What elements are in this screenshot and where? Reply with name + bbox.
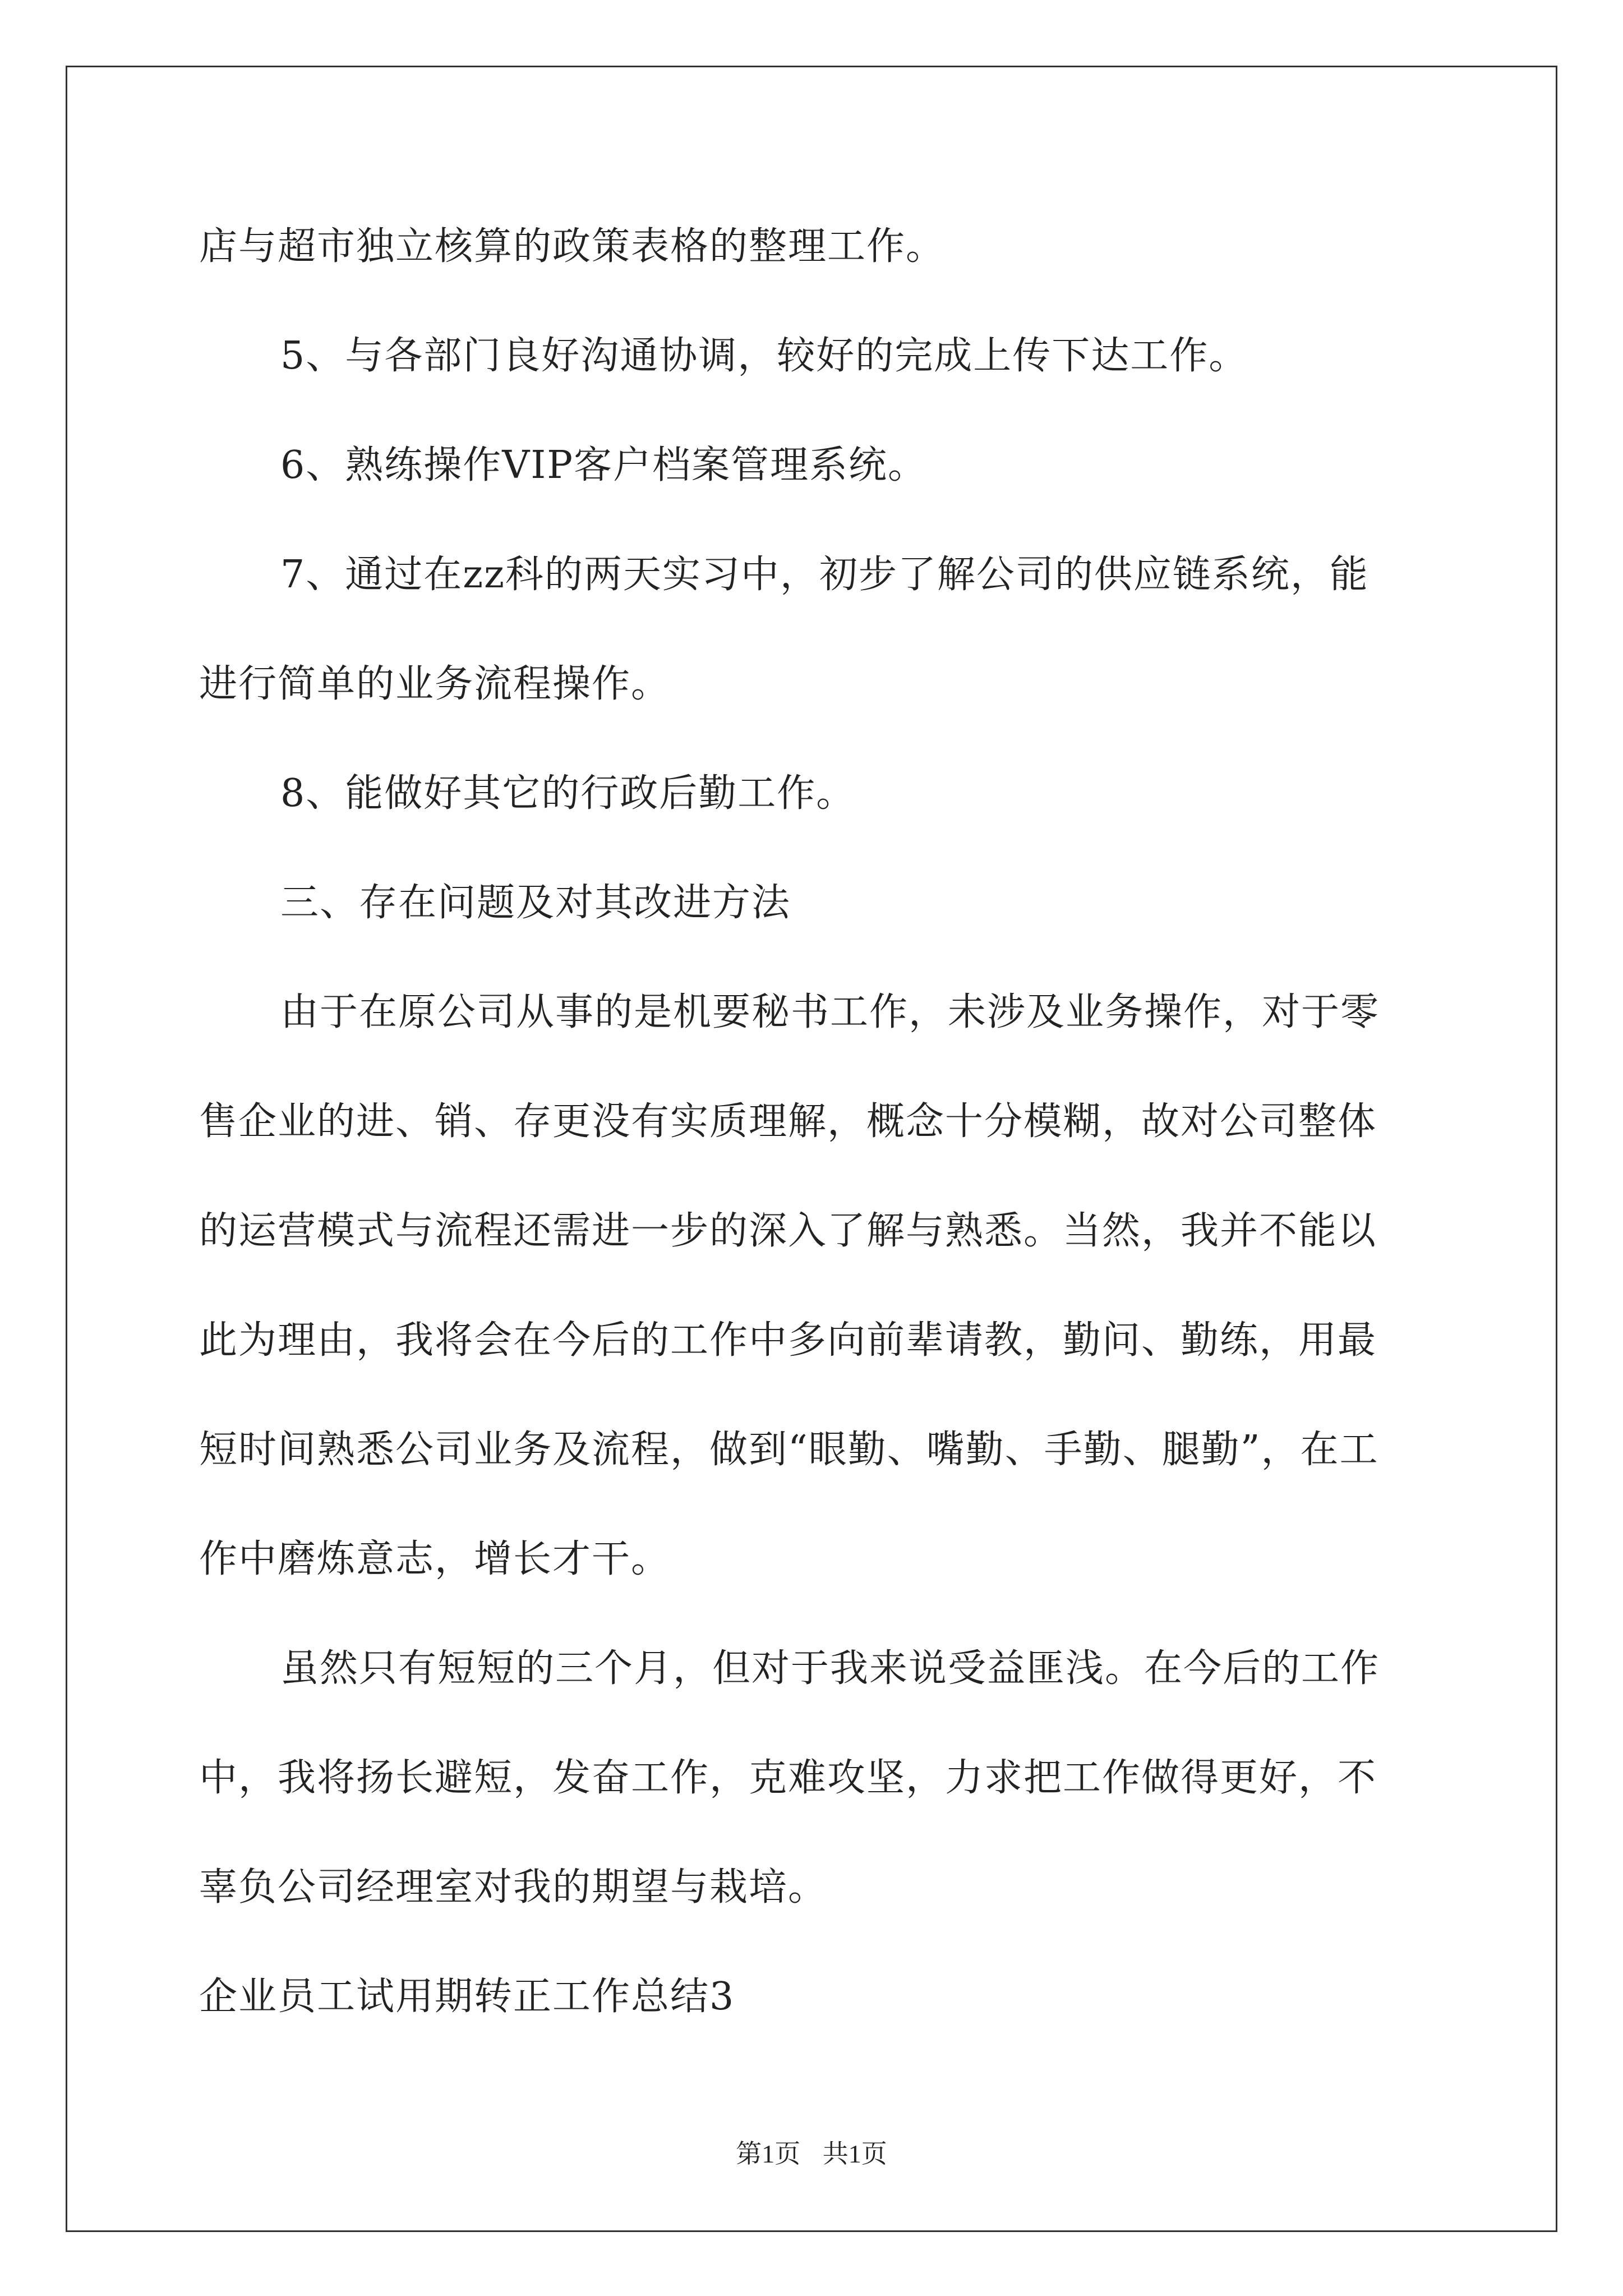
text-line: 虽然只有短短的三个月，但对于我来说受益匪浅。在今后的工作 bbox=[280, 1646, 1380, 1691]
text-line: 的运营模式与流程还需进一步的深入了解与熟悉。当然，我并不能以 bbox=[199, 1209, 1377, 1253]
text-line: 此为理由，我将会在今后的工作中多向前辈请教，勤问、勤练，用最 bbox=[199, 1318, 1377, 1363]
document-title: 企业员工试用期转正工作总结3 bbox=[199, 1975, 735, 2019]
section-heading: 三、存在问题及对其改进方法 bbox=[280, 881, 791, 925]
text-line: 售企业的进、销、存更没有实质理解，概念十分模糊，故对公司整体 bbox=[199, 1099, 1377, 1144]
text-line: 进行简单的业务流程操作。 bbox=[199, 662, 671, 706]
page-number: 第1页 bbox=[736, 2139, 801, 2168]
text-line: 6、熟练操作VIP客户档案管理系统。 bbox=[280, 443, 927, 487]
text-line: 作中磨炼意志，增长才干。 bbox=[199, 1537, 671, 1581]
text-line: 8、能做好其它的行政后勤工作。 bbox=[280, 771, 856, 816]
text-line: 店与超市独立核算的政策表格的整理工作。 bbox=[199, 224, 946, 269]
text-line: 中，我将扬长避短，发奋工作，克难攻坚，力求把工作做得更好，不 bbox=[199, 1756, 1377, 1800]
text-line: 辜负公司经理室对我的期望与栽培。 bbox=[199, 1865, 828, 1910]
text-line: 短时间熟悉公司业务及流程，做到“眼勤、嘴勤、手勤、腿勤”，在工 bbox=[199, 1428, 1379, 1472]
page-count: 共1页 bbox=[822, 2139, 887, 2168]
page-footer bbox=[0, 2137, 1623, 2171]
text-line: 由于在原公司从事的是机要秘书工作，未涉及业务操作，对于零 bbox=[280, 990, 1380, 1034]
text-line: 5、与各部门良好沟通协调，较好的完成上传下达工作。 bbox=[280, 334, 1248, 378]
text-line: 7、通过在zz科的两天实习中，初步了解公司的供应链系统，能 bbox=[280, 553, 1369, 597]
